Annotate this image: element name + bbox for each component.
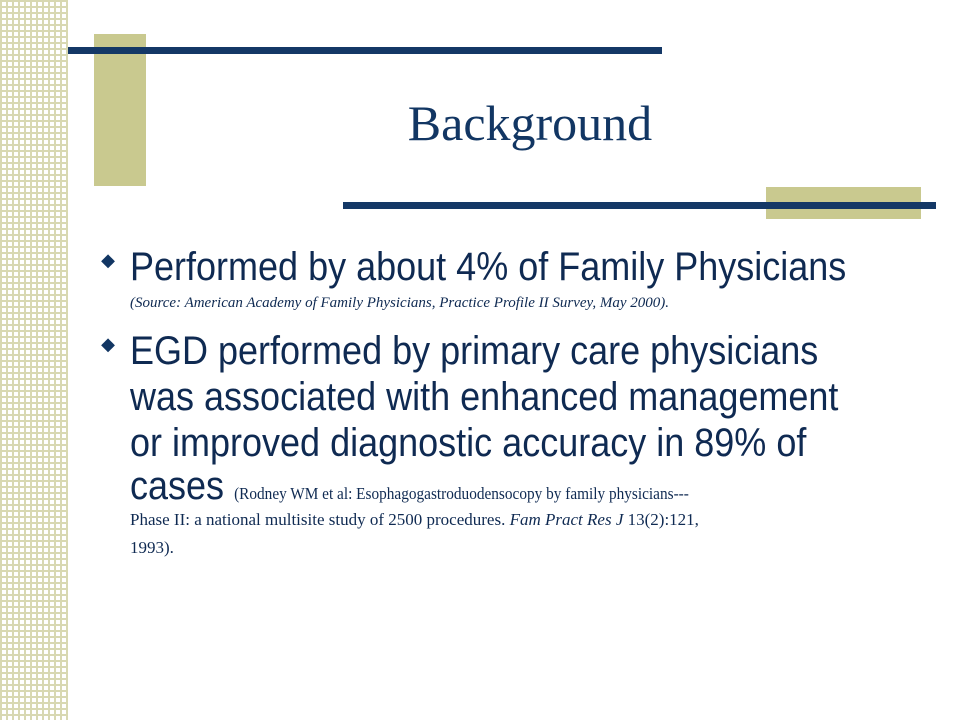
citation-first-part: (Rodney WM et al: Esophagogastroduodensocopy by family physicians--- <box>234 484 689 503</box>
citation-journal: Fam Pract Res J <box>509 510 624 529</box>
bullet-main-line-3: or improved diagnostic accuracy in 89% of <box>130 421 807 465</box>
bullet-source-text: (Source: American Academy of Family Physicians, Practice Profile II Survey, May 2000). <box>130 295 670 311</box>
bullet-item-2 <box>98 328 898 562</box>
cases-word: cases <box>130 464 225 508</box>
diamond-bullet-icon: ◆ <box>101 334 115 355</box>
citation-second-line-suffix: 13(2):121, <box>627 510 699 529</box>
bullet-main-line-1: EGD performed by primary care physicians <box>130 329 819 373</box>
decorative-accent-line-bottom <box>343 202 936 209</box>
citation-third-line: 1993). <box>130 538 174 557</box>
bullet-item-1 <box>98 244 898 314</box>
bullet-main-text: Performed by about 4% of Family Physicians <box>130 245 847 289</box>
diamond-bullet-icon: ◆ <box>101 250 115 271</box>
decorative-side-stripes <box>0 0 68 720</box>
bullet-main-line-4 <box>130 466 821 506</box>
slide-title: Background <box>407 95 653 151</box>
slide-content <box>98 244 898 570</box>
bullet-main-line-2: was associated with enhanced management <box>130 375 839 419</box>
citation-second-line-prefix: Phase II: a national multisite study of 2500 procedures. <box>130 510 510 529</box>
decorative-accent-block-left <box>94 34 146 186</box>
decorative-accent-line-top <box>68 47 662 54</box>
citation-second-line <box>130 506 898 534</box>
